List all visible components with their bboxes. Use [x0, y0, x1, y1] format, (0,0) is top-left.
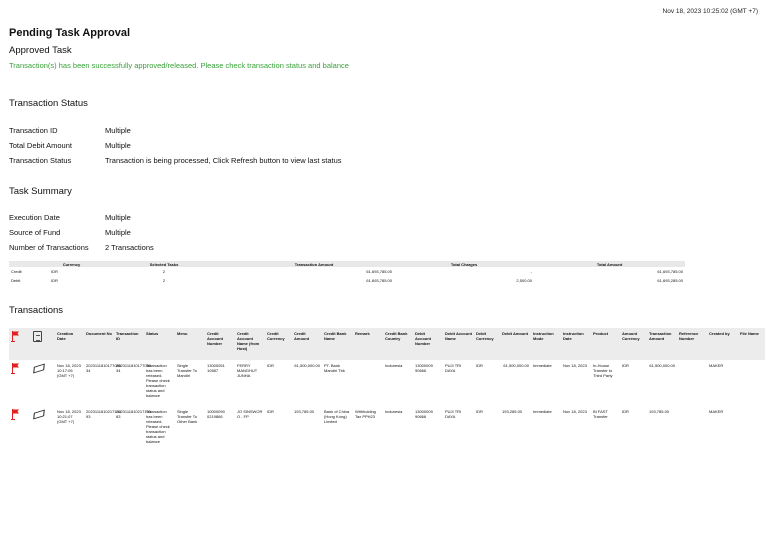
summary-header: Currency [49, 261, 94, 267]
flag-icon[interactable] [11, 331, 20, 342]
table-cell [677, 406, 707, 447]
detail-label: Execution Date [9, 213, 60, 222]
table-cell: Indonesia [385, 363, 403, 368]
summary-cell: 61,693,785.00 [366, 269, 392, 274]
table-cell: Immediate [533, 409, 552, 414]
row-action[interactable] [31, 406, 55, 447]
flag-icon[interactable] [11, 363, 20, 374]
table-cell: Nov 18, 2023 [563, 409, 587, 414]
table-cell: IDR [267, 409, 274, 414]
summary-cell: - [530, 269, 532, 274]
column-header: Document No [84, 328, 114, 360]
summary-row [9, 276, 685, 285]
summary-header: Selected Tasks [94, 261, 234, 267]
flag-icon[interactable] [11, 409, 20, 420]
table-cell: BI FAST Transfer [593, 409, 608, 419]
table-cell: 61,500,000.00 [294, 363, 320, 368]
table-cell: In-House Transfer to Third Party [593, 363, 613, 378]
table-cell: 2023111810217105 83 [116, 409, 151, 419]
summary-table [9, 261, 685, 285]
detail-label: Number of Transactions [9, 243, 89, 252]
detail-value: Multiple [105, 141, 131, 150]
transactions-table [9, 328, 765, 447]
table-cell: 61,500,000.00 [503, 363, 529, 368]
table-cell: Withholding Tax PPH23 [355, 409, 376, 419]
summary-header: Total Charges [394, 261, 534, 267]
summary-cell: 61,693,785.00 [366, 278, 392, 283]
detail-value: Multiple [105, 213, 131, 222]
document-header[interactable] [31, 328, 55, 360]
table-cell: IDR [622, 409, 629, 414]
select-all-header[interactable] [9, 328, 31, 360]
summary-header: Transaction Amount [234, 261, 394, 267]
table-cell: Single Transfer To Mandiri [177, 363, 198, 378]
transactions-heading: Transactions [9, 305, 64, 316]
table-cell: 10000090 0219866 [207, 409, 225, 419]
table-cell: PT. Bank Mandiri Tbk [324, 363, 345, 373]
column-header: Product [591, 328, 620, 360]
column-header: Status [144, 328, 175, 360]
detail-row [9, 240, 154, 255]
column-header: Debit Account Name [443, 328, 474, 360]
detail-row [9, 210, 154, 225]
table-cell: 13000051 10587 [207, 363, 225, 373]
column-header: Credit Account Name (from Host) [235, 328, 265, 360]
row-flag[interactable] [9, 360, 31, 406]
table-cell: FERRY MANGHUT JUNHA [237, 363, 258, 378]
table-row [9, 360, 765, 406]
table-cell [738, 406, 765, 447]
transactions-header-row [9, 328, 765, 360]
table-cell: MAKER [709, 363, 724, 368]
column-header: Transaction Amount [647, 328, 677, 360]
task-summary-details [9, 210, 154, 255]
row-flag[interactable] [9, 406, 31, 447]
detail-label: Transaction ID [9, 126, 58, 135]
summary-cell: 2,500.00 [516, 278, 532, 283]
detail-value: Multiple [105, 126, 131, 135]
column-header: Remark [353, 328, 383, 360]
detail-value: Multiple [105, 228, 131, 237]
table-cell: JO SINSWOR O - FP [237, 409, 263, 419]
table-cell: Single Transfer To Other Bank [177, 409, 198, 424]
table-cell: IDR [267, 363, 274, 368]
detail-label: Transaction Status [9, 156, 72, 165]
table-cell: 13000009 90666 [415, 363, 433, 373]
table-cell: IDR [476, 409, 483, 414]
table-cell: 193,785.00 [294, 409, 315, 414]
detail-row [9, 138, 342, 153]
eraser-icon[interactable] [33, 364, 45, 374]
table-cell: PUJI TRI DAYA [445, 363, 462, 373]
detail-label: Source of Fund [9, 228, 61, 237]
column-header: Instruction Mode [531, 328, 561, 360]
table-cell: 13000009 90666 [415, 409, 433, 419]
table-cell: IDR [622, 363, 629, 368]
summary-cell: 61,693,785.00 [657, 269, 683, 274]
table-cell: Nov 18, 2023 10:21:07 (GMT +7) [57, 409, 81, 424]
transaction-status-details [9, 123, 342, 168]
success-message: Transaction(s) has been successfully approved/released. Please check transaction status and balance [9, 61, 349, 70]
column-header: Instruction Date [561, 328, 591, 360]
table-cell: 193,785.00 [649, 409, 670, 414]
column-header: Transaction ID [114, 328, 144, 360]
row-action[interactable] [31, 360, 55, 406]
column-header: Credit Bank Name [322, 328, 353, 360]
table-cell: Transaction has been released. Please check transaction status and balance [146, 363, 170, 398]
column-header: Debit Account Number [413, 328, 443, 360]
column-header: Credit Account Number [205, 328, 235, 360]
table-cell: Immediate [533, 363, 552, 368]
transaction-status-heading: Transaction Status [9, 98, 88, 109]
summary-row [9, 267, 685, 276]
page-title: Pending Task Approval [9, 27, 131, 39]
eraser-icon[interactable] [33, 410, 45, 420]
subtitle: Approved Task [9, 45, 72, 56]
table-cell: Transaction has been released. Please check transaction status and balance [146, 409, 170, 444]
summary-cell: 61,693,285.00 [657, 278, 683, 283]
table-cell [353, 360, 383, 406]
table-cell: Nov 18, 2023 [563, 363, 587, 368]
document-icon[interactable] [33, 331, 42, 342]
summary-header: Total Amount [534, 261, 685, 267]
table-cell: 61,500,000.00 [649, 363, 675, 368]
column-header: Debit Amount [500, 328, 531, 360]
summary-cell: 2 [162, 278, 166, 283]
detail-value: Transaction is being processed, Click Refresh button to view last status [105, 156, 342, 165]
detail-row [9, 225, 154, 240]
summary-cell: 2 [162, 269, 166, 274]
summary-cell: Debit [11, 278, 21, 283]
detail-value: 2 Transactions [105, 243, 154, 252]
detail-row [9, 153, 342, 168]
column-header: Debit Currency [474, 328, 500, 360]
column-header: Menu [175, 328, 205, 360]
table-cell: 2023111810217104 93 [86, 409, 121, 419]
column-header: Amount Currency [620, 328, 647, 360]
summary-cell: IDR [51, 269, 58, 274]
task-summary-heading: Task Summary [9, 186, 72, 197]
table-cell: 2023111810177086 34 [116, 363, 151, 373]
detail-row [9, 123, 342, 138]
table-cell: PUJI TRI DAYA [445, 409, 462, 419]
timestamp: Nov 18, 2023 10:25:02 (GMT +7) [662, 8, 758, 15]
table-cell: IDR [476, 363, 483, 368]
column-header: Credit Currency [265, 328, 292, 360]
table-cell: Bank of China (Hong Kong) Limited [324, 409, 350, 424]
column-header: Credit Amount [292, 328, 322, 360]
table-cell: 193,285.00 [502, 409, 523, 414]
table-cell: 2023111810177086 34 [86, 363, 121, 373]
summary-cell: Credit [11, 269, 22, 274]
table-cell: MAKER [709, 409, 724, 414]
column-header: Credit Bank Country [383, 328, 413, 360]
table-cell [738, 360, 765, 406]
column-header: Creation Date [55, 328, 84, 360]
column-header: Reference Number [677, 328, 707, 360]
table-cell: Nov 18, 2023 10:17:05 (GMT +7) [57, 363, 81, 378]
column-header: Created by [707, 328, 738, 360]
detail-label: Total Debit Amount [9, 141, 72, 150]
summary-cell: IDR [51, 278, 58, 283]
table-row [9, 406, 765, 447]
column-header: File Name [738, 328, 765, 360]
table-cell [677, 360, 707, 406]
table-cell: Indonesia [385, 409, 403, 414]
